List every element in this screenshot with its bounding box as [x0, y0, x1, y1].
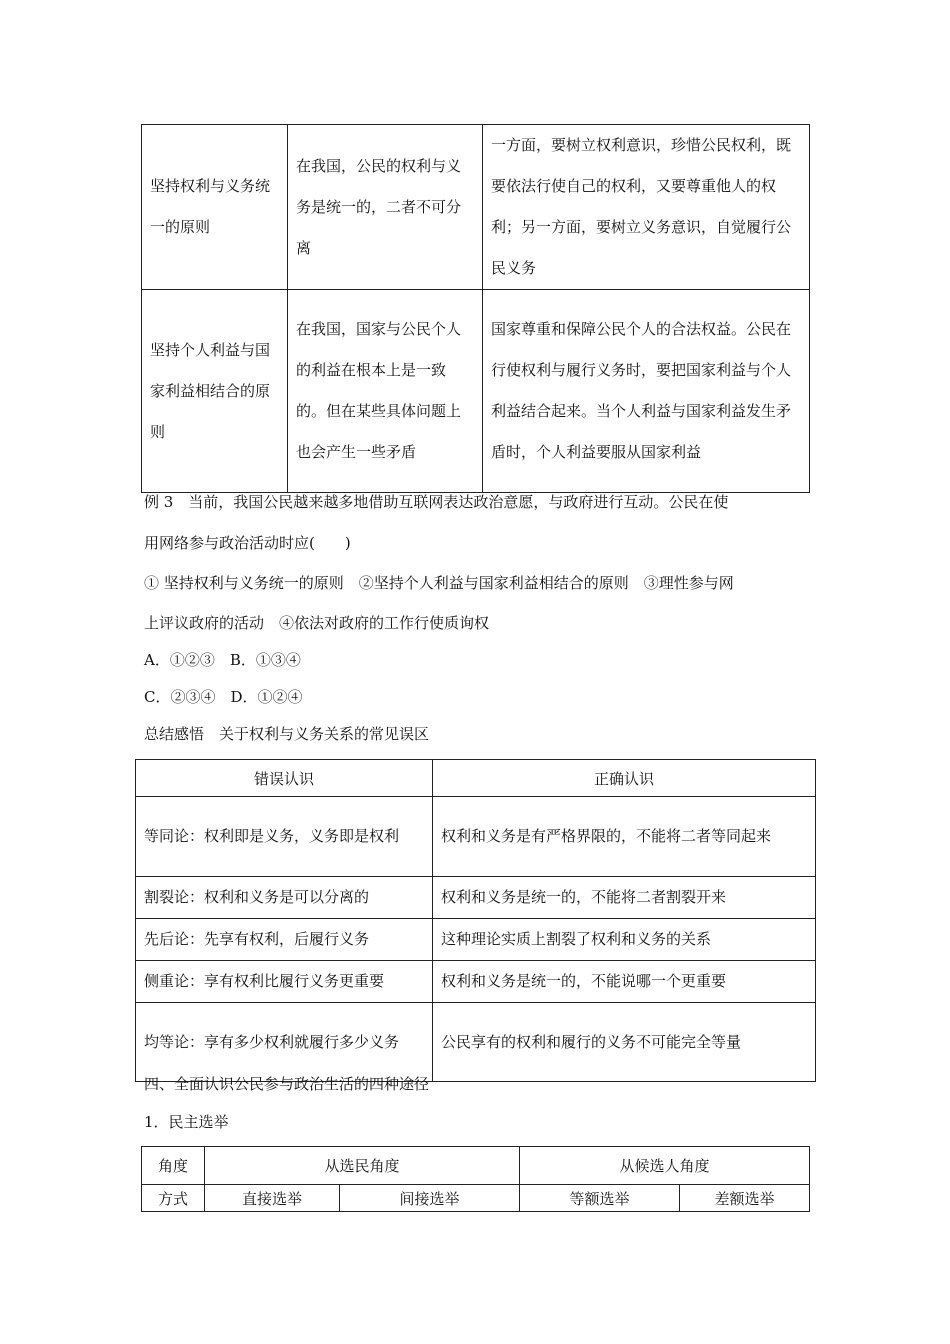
meaning-cell: 在我国，国家与公民个人的利益在根本上是一致的。但在某些具体问题上也会产生一些矛盾: [296, 320, 462, 461]
table-header-row: [136, 760, 816, 797]
direct-election: 直接选举: [205, 1185, 340, 1212]
principles-table: [141, 124, 810, 493]
right-cell: 这种理论实质上割裂了权利和义务的关系: [441, 930, 712, 948]
equal-election: 等额选举: [520, 1185, 680, 1212]
wrong-cell: 等同论：权利即是义务，义务即是权利: [144, 827, 400, 845]
table-row: [142, 290, 810, 493]
choice-ab: A．①②③ B．①③④: [144, 651, 301, 669]
right-cell: 权利和义务是统一的，不能说哪一个更重要: [441, 972, 727, 990]
table-row: [142, 1147, 810, 1185]
candidate-angle-header: 从候选人角度: [520, 1147, 810, 1185]
table-row: [136, 797, 816, 877]
right-cell: 权利和义务是统一的，不能将二者割裂开来: [441, 888, 727, 906]
table-row: [136, 961, 816, 1003]
wrong-cell: 均等论：享有多少权利就履行多少义务: [144, 1032, 400, 1051]
misconceptions-table: [135, 759, 816, 1082]
principle-cell: 坚持权利与义务统一的原则: [150, 177, 271, 236]
differential-election: 差额选举: [680, 1185, 810, 1212]
requirement-cell: 国家尊重和保障公民个人的合法权益。公民在行使权利与履行义务时，要把国家利益与个人利益结合起来。当个人利益与国家利益发生矛盾时，个人利益要服从国家利益: [491, 320, 792, 461]
table-row: [142, 1185, 810, 1212]
requirement-cell: 一方面，要树立权利意识，珍惜公民权利，既要依法行使自己的权利，又要尊重他人的权利；另一方面，要树立义务意识，自觉履行公民义务: [491, 136, 792, 277]
wrong-cell: 侧重论：享有权利比履行义务更重要: [144, 972, 385, 990]
col-header-right: 正确认识: [433, 760, 816, 797]
subsection-heading: 1．民主选举: [144, 1113, 229, 1131]
table-row: [136, 877, 816, 919]
example-options-line1: ① 坚持权利与义务统一的原则 ②坚持个人利益与国家利益相结合的原则 ③理性参与网: [144, 574, 734, 592]
summary-heading: 总结感悟 关于权利与义务关系的常见误区: [144, 725, 430, 743]
table-row: [136, 919, 816, 961]
method-label: 方式: [142, 1185, 205, 1212]
example-stem-line2: 用网络参与政治活动时应( ): [144, 534, 351, 552]
right-cell: 权利和义务是有严格界限的，不能将二者等同起来: [441, 827, 772, 845]
meaning-cell: 在我国，公民的权利与义务是统一的，二者不可分离: [296, 156, 462, 257]
example-options-line2: 上评议政府的活动 ④依法对政府的工作行使质询权: [144, 614, 490, 632]
table-row: [136, 1003, 816, 1082]
wrong-cell: 割裂论：权利和义务是可以分离的: [144, 888, 370, 906]
voter-angle-header: 从选民角度: [205, 1147, 520, 1185]
election-table: [141, 1146, 810, 1212]
col-header-wrong: 错误认识: [136, 760, 433, 797]
principle-cell: 坚持个人利益与国家利益相结合的原则: [150, 340, 271, 441]
right-cell: 公民享有的权利和履行的义务不可能完全等量: [441, 1032, 742, 1051]
table-row: [142, 125, 810, 290]
section-heading: 四、全面认识公民参与政治生活的四种途径: [144, 1075, 430, 1093]
wrong-cell: 先后论：先享有权利，后履行义务: [144, 930, 370, 948]
choice-cd: C．②③④ D．①②④: [144, 688, 303, 706]
angle-label: 角度: [142, 1147, 205, 1185]
example-stem-line1: 例 3 当前，我国公民越来越多地借助互联网表达政治意愿，与政府进行互动。公民在使: [144, 493, 729, 511]
indirect-election: 间接选举: [340, 1185, 520, 1212]
